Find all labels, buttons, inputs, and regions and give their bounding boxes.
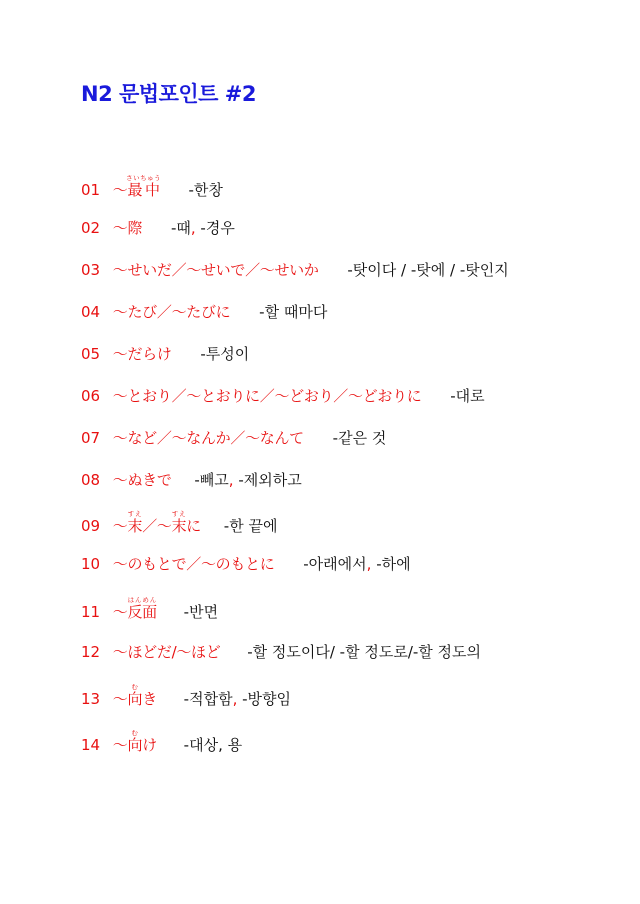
meaning-separator: , xyxy=(232,690,238,708)
item-number: 01 xyxy=(81,181,101,199)
item-number: 11 xyxy=(81,603,101,621)
meaning-text: -한창 xyxy=(188,181,223,199)
meaning-text xyxy=(184,690,291,708)
pattern-prefix: ～ xyxy=(112,690,128,708)
pattern-suffix: け xyxy=(142,736,157,754)
kanji-text: 反面 xyxy=(127,603,157,621)
kanji-text: 向 xyxy=(127,690,143,708)
grammar-pattern xyxy=(112,510,201,535)
grammar-pattern xyxy=(112,683,157,708)
grammar-pattern: ～など／～なんか／～なんて xyxy=(112,429,304,447)
item-number: 05 xyxy=(81,345,101,363)
meaning-text: -탓이다 / -탓에 / -탓인지 xyxy=(347,261,509,279)
list-item xyxy=(81,552,411,576)
meaning-part: -경우 xyxy=(195,219,235,237)
pattern-prefix: ～ xyxy=(112,517,128,535)
item-number: 09 xyxy=(81,517,101,535)
pattern-suffix: に xyxy=(186,517,201,535)
list-item xyxy=(81,342,249,366)
grammar-pattern: ～せいだ／～せいで／～せいか xyxy=(112,261,319,279)
meaning-text xyxy=(171,219,235,237)
item-number: 14 xyxy=(81,736,101,754)
grammar-pattern: ～とおり／～とおりに／～どおり／～どおりに xyxy=(112,387,422,405)
list-item xyxy=(81,510,277,534)
meaning-separator: , xyxy=(190,219,196,237)
list-item xyxy=(81,426,386,450)
item-number: 06 xyxy=(81,387,101,405)
kanji-text: 最中 xyxy=(126,181,162,199)
meaning-text: -투성이 xyxy=(200,345,250,363)
item-number: 08 xyxy=(81,471,101,489)
furigana-reading: む xyxy=(127,729,143,737)
furigana-word xyxy=(127,729,143,754)
meaning-text: -대로 xyxy=(450,387,485,405)
meaning-text xyxy=(194,471,301,489)
list-item xyxy=(81,300,327,324)
meaning-part: -빼고 xyxy=(194,471,229,489)
pattern-prefix: ～ xyxy=(112,181,128,199)
list-item xyxy=(81,216,235,240)
meaning-text: -할 때마다 xyxy=(259,303,328,321)
meaning-part: -제외하고 xyxy=(233,471,302,489)
item-number: 13 xyxy=(81,690,101,708)
furigana-word xyxy=(127,596,157,621)
page-title: N2 문법포인트 #2 xyxy=(81,82,256,106)
furigana-word xyxy=(127,683,143,708)
meaning-text xyxy=(303,555,410,573)
kanji-text: 末 xyxy=(171,517,187,535)
item-number: 10 xyxy=(81,555,101,573)
meaning-text: -같은 것 xyxy=(332,429,387,447)
grammar-pattern xyxy=(112,729,157,754)
grammar-pattern: ～だらけ xyxy=(112,345,172,363)
grammar-pattern xyxy=(112,596,157,621)
furigana-reading: む xyxy=(127,683,143,691)
item-number: 04 xyxy=(81,303,101,321)
list-item xyxy=(81,174,223,198)
item-number: 07 xyxy=(81,429,101,447)
meaning-text: -반면 xyxy=(183,603,219,621)
pattern-separator: ／～ xyxy=(142,517,172,535)
meaning-part: -때 xyxy=(170,219,191,237)
list-item xyxy=(81,384,485,408)
meaning-text: -대상, 용 xyxy=(183,736,243,754)
meaning-part: -아래에서 xyxy=(303,555,367,573)
grammar-pattern: ～のもとで／～のもとに xyxy=(112,555,275,573)
list-item xyxy=(81,640,481,664)
item-number: 02 xyxy=(81,219,101,237)
list-item xyxy=(81,683,291,707)
list-item xyxy=(81,258,509,282)
kanji-text: 向 xyxy=(127,736,143,754)
meaning-separator: , xyxy=(366,555,372,573)
furigana-word xyxy=(171,510,187,535)
kanji-text: 末 xyxy=(127,517,143,535)
grammar-pattern: ～際 xyxy=(112,219,143,237)
pattern-suffix: き xyxy=(142,690,157,708)
furigana-reading: すえ xyxy=(171,510,187,518)
furigana-word xyxy=(127,510,143,535)
meaning-separator: , xyxy=(228,471,234,489)
furigana-reading: すえ xyxy=(127,510,143,518)
item-number: 12 xyxy=(81,643,101,661)
meaning-part: -적합함 xyxy=(183,690,233,708)
item-number: 03 xyxy=(81,261,101,279)
grammar-pattern: ～たび／～たびに xyxy=(112,303,231,321)
list-item xyxy=(81,596,218,620)
grammar-pattern: ～ぬきで xyxy=(112,471,172,489)
meaning-part: -방향임 xyxy=(237,690,291,708)
grammar-pattern xyxy=(112,174,162,199)
furigana-word xyxy=(126,174,162,199)
meaning-text: -한 끝에 xyxy=(223,517,278,535)
furigana-reading: さいちゅう xyxy=(126,174,162,182)
pattern-prefix: ～ xyxy=(112,736,128,754)
pattern-prefix: ～ xyxy=(112,603,128,621)
grammar-pattern: ～ほどだ/～ほど xyxy=(112,643,221,661)
furigana-reading: はんめん xyxy=(127,596,157,604)
meaning-text: -할 정도이다/ -할 정도로/-할 정도의 xyxy=(247,643,482,661)
list-item xyxy=(81,729,242,753)
list-item xyxy=(81,468,302,492)
meaning-part: -하에 xyxy=(371,555,411,573)
